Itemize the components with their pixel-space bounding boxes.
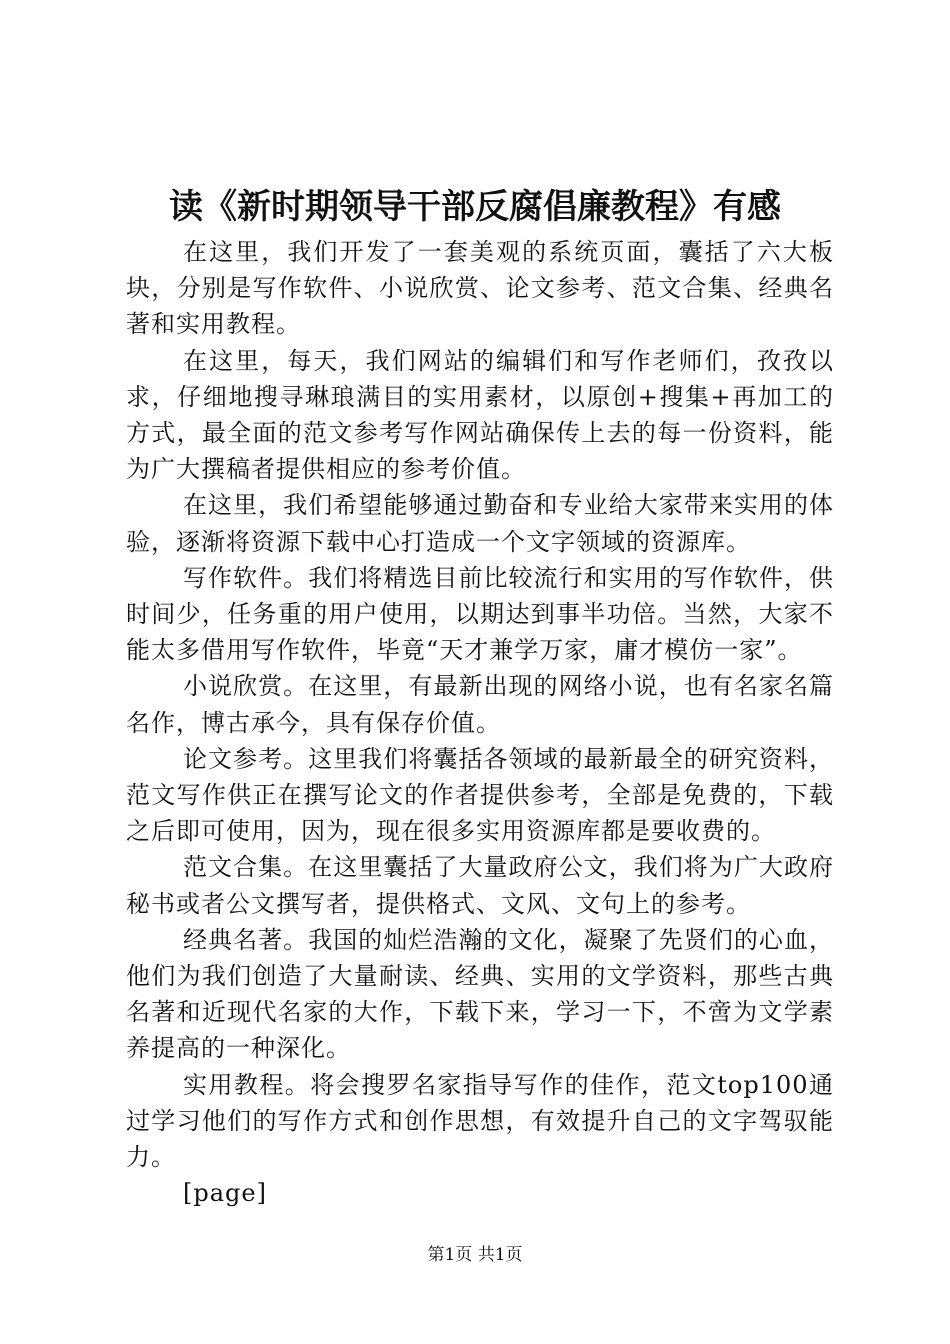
paragraph-intro: 在这里，我们开发了一套美观的系统页面，囊括了六大板块，分别是写作软件、小说欣赏、论文参考、范文合集、经典名著和实用教程。 [126,238,834,339]
document-body [126,234,834,1211]
page-footer: 第1页 共1页 [427,1245,523,1265]
paragraph-papers: 论文参考。这里我们将囊括各领域的最新最全的研究资料，范文写作供正在撰写论文的作者提供参考，全部是免费的，下载之后即可使用，因为，现在很多实用资源库都是要收费的。 [126,744,834,846]
page-marker: [page] [183,1179,267,1208]
paragraph-hope: 在这里，我们希望能够通过勤奋和专业给大家带来实用的体验，逐渐将资源下载中心打造成一个文字领域的资源库。 [126,491,834,556]
paragraph-classics: 经典名著。我国的灿烂浩瀚的文化，凝聚了先贤们的心血，他们为我们创造了大量耐读、经典、实用的文学资料，那些古典名著和近现代名家的大作，下载下来，学习一下，不啻为文学素养提高的一种深化。 [126,925,834,1063]
paragraph-novels: 小说欣赏。在这里，有最新出现的网络小说，也有名家名篇名作，博古承今，具有保存价值。 [126,672,834,737]
paragraph-writing-software: 写作软件。我们将精选目前比较流行和实用的写作软件，供时间少，任务重的用户使用，以期达到事半功倍。当然，大家不能太多借用写作软件，毕竟“天才兼学万家，庸才模仿一家”。 [126,563,834,665]
paragraph-daily-work: 在这里，每天，我们网站的编辑们和写作老师们，孜孜以求，仔细地搜寻琳琅满目的实用素材，以原创+搜集+再加工的方式，最全面的范文参考写作网站确保传上去的每一份资料，能为广大撰稿者提供相应的参考价值。 [126,346,834,484]
paragraph-templates: 范文合集。在这里囊括了大量政府公文，我们将为广大政府秘书或者公文撰写者，提供格式、文风、文句上的参考。 [126,853,834,918]
document-title: 读《新时期领导干部反腐倡廉教程》有感 [169,187,781,227]
paragraph-tutorials: 实用教程。将会搜罗名家指导写作的佳作，范文top100通过学习他们的写作方式和创作思想，有效提升自己的文字驾驭能力。 [126,1070,834,1172]
